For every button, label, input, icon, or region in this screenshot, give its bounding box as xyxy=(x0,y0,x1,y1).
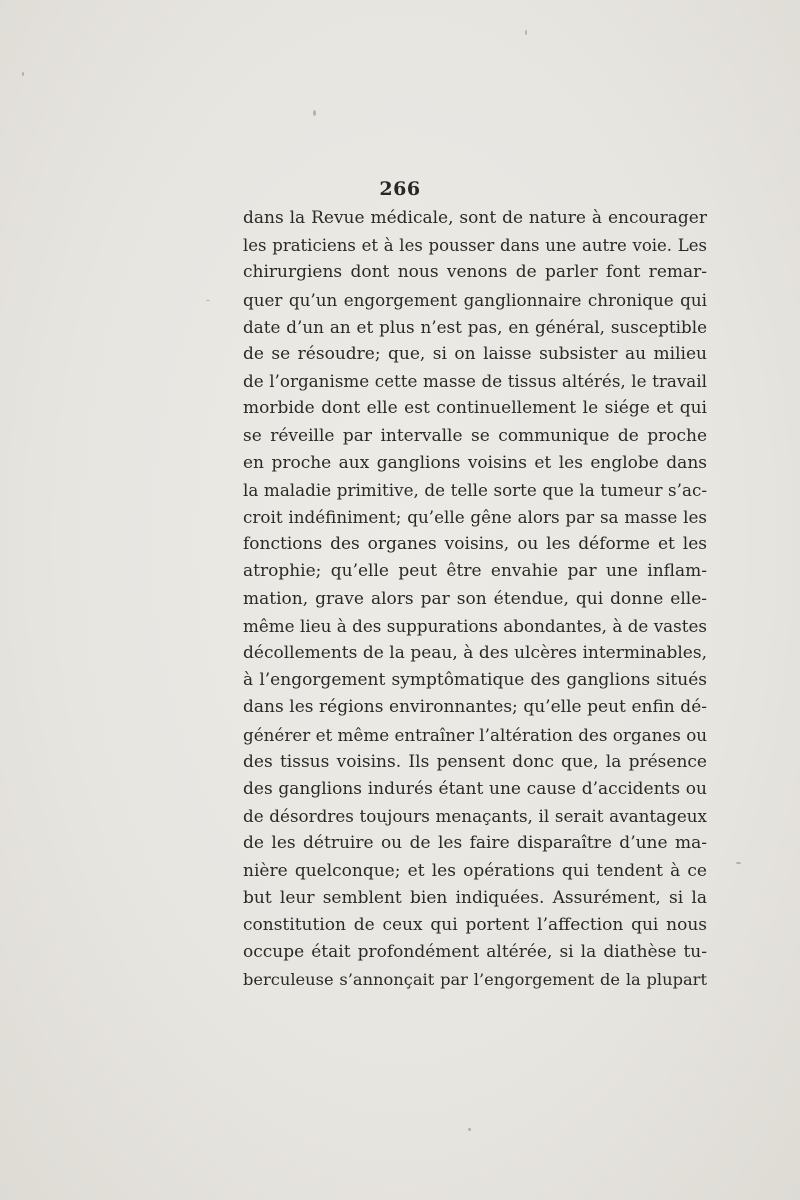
text-line-content: berculeuse s’annonçait par l’engorgement de la plupart xyxy=(243,970,707,990)
paper-speck xyxy=(206,300,210,301)
text-line-content: constitution de ceux qui portent l’affection qui nous xyxy=(243,914,707,935)
text-line xyxy=(243,423,707,450)
text-line-content: atrophie; qu’elle peut être envahie par une inflam- xyxy=(243,561,707,582)
text-line-content: de les détruire ou de les faire disparaître d’une ma- xyxy=(243,833,707,854)
text-line xyxy=(243,477,707,504)
text-line xyxy=(243,613,707,640)
text-line-content: décollements de la peau, à des ulcères interminables, xyxy=(243,643,707,663)
text-line xyxy=(243,912,707,939)
text-line xyxy=(243,205,707,232)
text-line-content: des tissus voisins. Ils pensent donc que, la présence xyxy=(243,751,707,772)
text-line-content: morbide dont elle est continuellement le siége et qui xyxy=(243,398,707,419)
paper-speck xyxy=(525,30,527,35)
text-line-content: quer qu’un engorgement ganglionnaire chronique qui xyxy=(243,289,707,310)
text-line-content: mation, grave alors par son étendue, qui donne elle- xyxy=(243,588,707,609)
text-line xyxy=(243,450,707,477)
text-line-content: de se résoudre; que, si on laisse subsister au milieu xyxy=(243,343,707,364)
text-line xyxy=(243,586,707,613)
paper-speck xyxy=(313,110,316,116)
text-line xyxy=(243,558,707,585)
text-line xyxy=(243,368,707,395)
page-number: 266 xyxy=(379,178,421,200)
text-line xyxy=(243,858,707,885)
text-line xyxy=(243,341,707,368)
text-line xyxy=(243,314,707,341)
text-line xyxy=(243,885,707,912)
text-line-content: date d’un an et plus n’est pas, en général, susceptible xyxy=(243,316,707,337)
text-line xyxy=(243,830,707,857)
text-line-content: à l’engorgement symptômatique des ganglions situés xyxy=(243,670,707,691)
paper-speck xyxy=(736,862,741,864)
text-line xyxy=(243,722,707,749)
text-line-content: les praticiens et à les pousser dans une autre voie. Les xyxy=(243,236,707,256)
text-line-content: dans les régions environnantes; qu’elle peut enfin dé- xyxy=(243,697,707,718)
text-line-content: se réveille par intervalle se communique de proche xyxy=(243,425,707,446)
text-line-content: chirurgiens dont nous venons de parler font remar- xyxy=(243,262,707,283)
text-line-content: dans la Revue médicale, sont de nature à encourager xyxy=(243,208,707,228)
text-line-content: de l’organisme cette masse de tissus altérés, le travail xyxy=(243,371,707,392)
text-line-content: occupe était profondément altérée, si la diathèse tu- xyxy=(243,942,707,963)
text-line xyxy=(243,395,707,422)
text-line-content: nière quelconque; et les opérations qui tendent à ce xyxy=(243,860,707,881)
text-line-content: des ganglions indurés étant une cause d’accidents ou xyxy=(243,778,707,799)
text-line-content: but leur semblent bien indiquées. Assurément, si la xyxy=(243,887,707,908)
text-line-content: même lieu à des suppurations abondantes, à de vastes xyxy=(243,615,707,636)
text-line xyxy=(243,531,707,558)
text-line-content: croit indéfiniment; qu’elle gêne alors par sa masse les xyxy=(243,507,707,528)
text-line-content: fonctions des organes voisins, ou les déforme et les xyxy=(243,534,707,555)
text-line-content: en proche aux ganglions voisins et les englobe dans xyxy=(243,452,707,473)
text-line xyxy=(243,939,707,966)
text-line xyxy=(243,966,707,993)
text-line-content: générer et même entraîner l’altération des organes ou xyxy=(243,724,708,745)
text-line xyxy=(243,287,707,314)
text-line xyxy=(243,640,707,667)
text-line xyxy=(243,259,707,286)
text-line-content: la maladie primitive, de telle sorte que la tumeur s’ac- xyxy=(243,479,707,500)
text-line xyxy=(243,749,707,776)
body-text xyxy=(243,205,707,993)
text-line xyxy=(243,667,707,694)
paper-speck xyxy=(468,1128,471,1131)
text-line xyxy=(243,504,707,531)
text-line xyxy=(243,776,707,803)
text-line xyxy=(243,694,707,721)
text-line xyxy=(243,232,707,259)
text-line-content: de désordres toujours menaçants, il serait avantageux xyxy=(243,806,707,827)
paper-speck xyxy=(22,72,24,76)
text-line xyxy=(243,803,707,830)
